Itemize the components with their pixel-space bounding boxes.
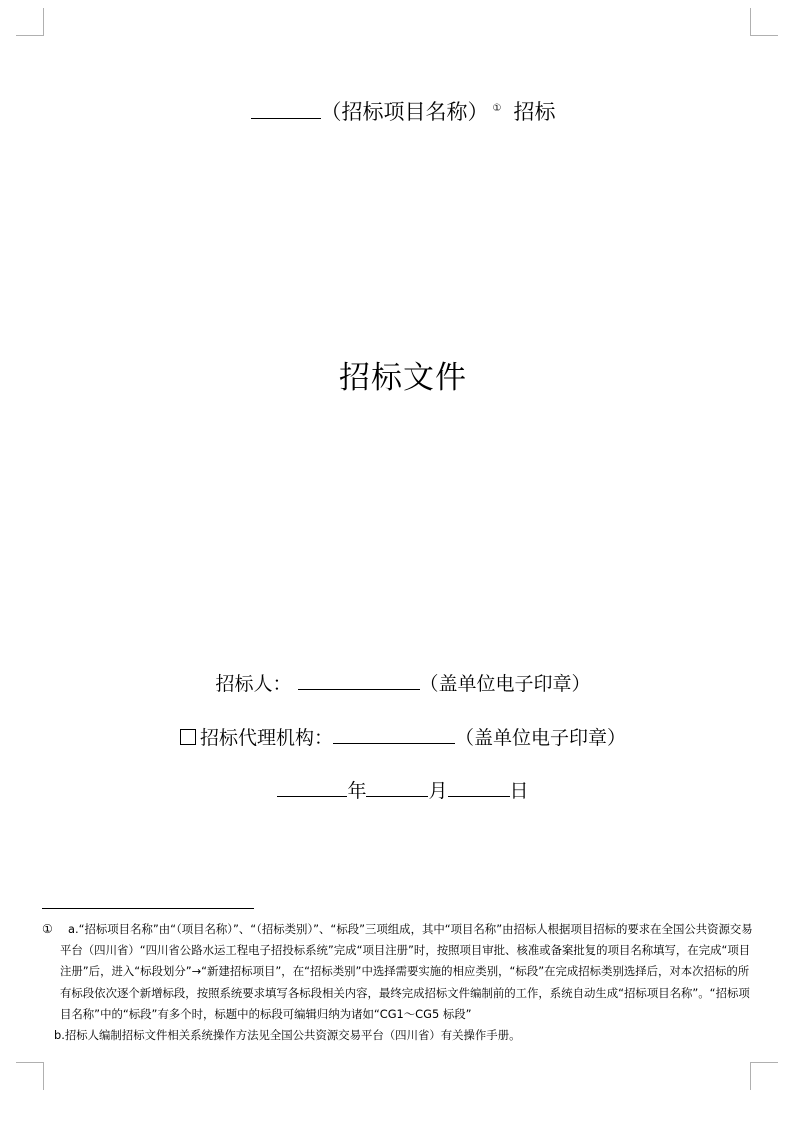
year-blank [277, 776, 347, 797]
project-name-blank [251, 96, 321, 119]
year-label: 年 [347, 780, 367, 802]
crop-mark-bottom-right-v [750, 1062, 751, 1090]
agency-seal: （盖单位电子印章） [455, 727, 627, 749]
month-label: 月 [428, 780, 448, 802]
tenderer-label: 招标人： [215, 673, 292, 695]
crop-mark-bottom-left-h [16, 1062, 44, 1063]
agency-row [0, 723, 806, 752]
crop-mark-bottom-right-h [750, 1062, 778, 1063]
tenderer-row [0, 669, 806, 698]
date-row [0, 776, 806, 805]
agency-label: 招标代理机构： [199, 727, 333, 749]
footnote-a [60, 919, 758, 1025]
crop-mark-bottom-left-v [43, 1062, 44, 1090]
footnote-a-text: “招标项目名称”由“（项目名称）”、“（招标类别）”、“标段”三项组成，其中“项目名称”由招标人根据项目招标的要求在全国公共资源交易平台（四川省）“四川省公路水运工程电子招投标系统”完成“项目注册”时，按照项目审批、核准或备案批复的项目名称填写，在完成“项目注册”后，进入“标段划分”→“新建招标项目”，在“招标类别”中选择需要实施的相应类别，“标段”在完成招标类别选择后，对本次招标的所有标段依次逐个新增标段，按照系统要求填写各标段相关内容，最终完成招标文件编制前的工作，系统自动生成“招标项目名称”。“招标项目名称”中的“标段”有多个时，标题中的标段可编辑归纳为诸如“CG1～CG5 标段” [60, 922, 753, 1021]
document-title: 招标文件 [339, 360, 467, 396]
crop-mark-top-right-v [750, 8, 751, 36]
crop-mark-top-right-h [750, 35, 778, 36]
footnote-ref-marker: ① [492, 103, 502, 114]
agency-checkbox[interactable] [180, 729, 196, 745]
day-blank [448, 776, 510, 797]
project-title-tail: 招标 [513, 100, 556, 124]
footnote-separator [42, 908, 254, 909]
footnote-area [42, 919, 758, 1046]
footnote-b: b.招标人编制招标文件相关系统操作方法见全国公共资源交易平台（四川省）有关操作手册。 [54, 1028, 521, 1043]
footnote-a-label: a. [68, 922, 79, 936]
project-title-text: （招标项目名称） [320, 100, 489, 124]
day-label: 日 [509, 780, 529, 802]
tenderer-seal: （盖单位电子印章） [419, 673, 591, 695]
agency-blank [333, 723, 455, 744]
footnote-marker: ① [42, 922, 53, 936]
crop-mark-top-left-v [43, 8, 44, 36]
month-blank [366, 776, 428, 797]
crop-mark-top-left-h [16, 35, 44, 36]
tenderer-blank [298, 669, 420, 690]
project-title-line [0, 94, 806, 127]
